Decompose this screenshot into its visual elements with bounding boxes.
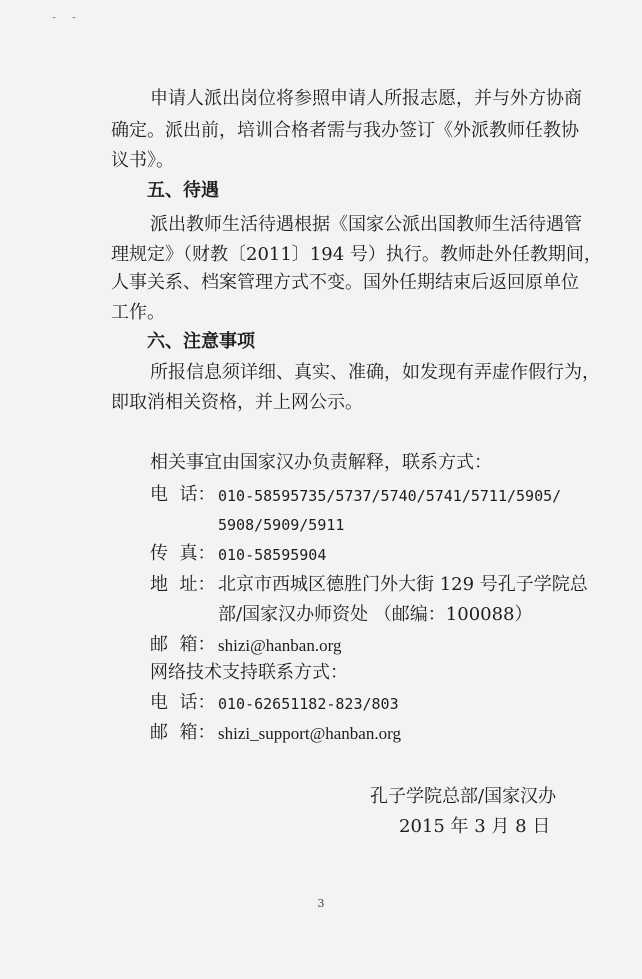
paragraph-line: 申请人派出岗位将参照申请人所报志愿，并与外方协商 [150, 88, 582, 109]
email-label: 邮 箱： [150, 634, 216, 655]
fax-value: 010-58595904 [218, 546, 327, 564]
paragraph-line: 议书》。 [111, 150, 174, 171]
email-value: shizi@hanban.org [218, 636, 342, 655]
tech-email-value: shizi_support@hanban.org [218, 724, 401, 743]
phone-value: 010-58595735/5737/5740/5741/5711/5905/ [218, 487, 562, 505]
signature-date: 2015 年 3 月 8 日 [399, 816, 551, 837]
paragraph-line: 即取消相关资格，并上网公示。 [111, 392, 363, 413]
contact-intro: 相关事宜由国家汉办负责解释，联系方式： [150, 452, 492, 473]
paragraph-line: 理规定》（财教〔2011〕194 号）执行。教师赴外任教期间， [111, 244, 602, 265]
page-number: 3 [317, 897, 325, 910]
tech-email-label: 邮 箱： [150, 722, 216, 743]
phone-value-continued: 5908/5909/5911 [218, 516, 345, 534]
section-heading: 六、注意事项 [147, 331, 255, 352]
address-value-continued: 部/国家汉办师资处 （邮编：100088） [218, 604, 533, 625]
section-heading: 五、待遇 [147, 180, 219, 201]
tech-phone-label: 电 话： [150, 692, 216, 713]
signature-org: 孔子学院总部/国家汉办 [370, 786, 557, 807]
paragraph-line: 确定。派出前，培训合格者需与我办签订《外派教师任教协 [111, 120, 579, 141]
tech-support-intro: 网络技术支持联系方式： [150, 662, 348, 683]
paragraph-line: 工作。 [111, 302, 165, 323]
tech-phone-value: 010-62651182-823/803 [218, 695, 399, 713]
fax-label: 传 真： [150, 543, 216, 564]
paragraph-line: 人事关系、档案管理方式不变。国外任期结束后返回原单位 [111, 272, 579, 293]
phone-label: 电 话： [150, 484, 216, 505]
scan-artifact-marks: - - [52, 10, 82, 24]
address-value: 北京市西城区德胜门外大街 129 号孔子学院总 [218, 574, 588, 595]
paragraph-line: 派出教师生活待遇根据《国家公派出国教师生活待遇管 [150, 214, 582, 235]
address-label: 地 址： [150, 574, 216, 595]
paragraph-line: 所报信息须详细、真实、准确，如发现有弄虚作假行为， [150, 362, 600, 383]
